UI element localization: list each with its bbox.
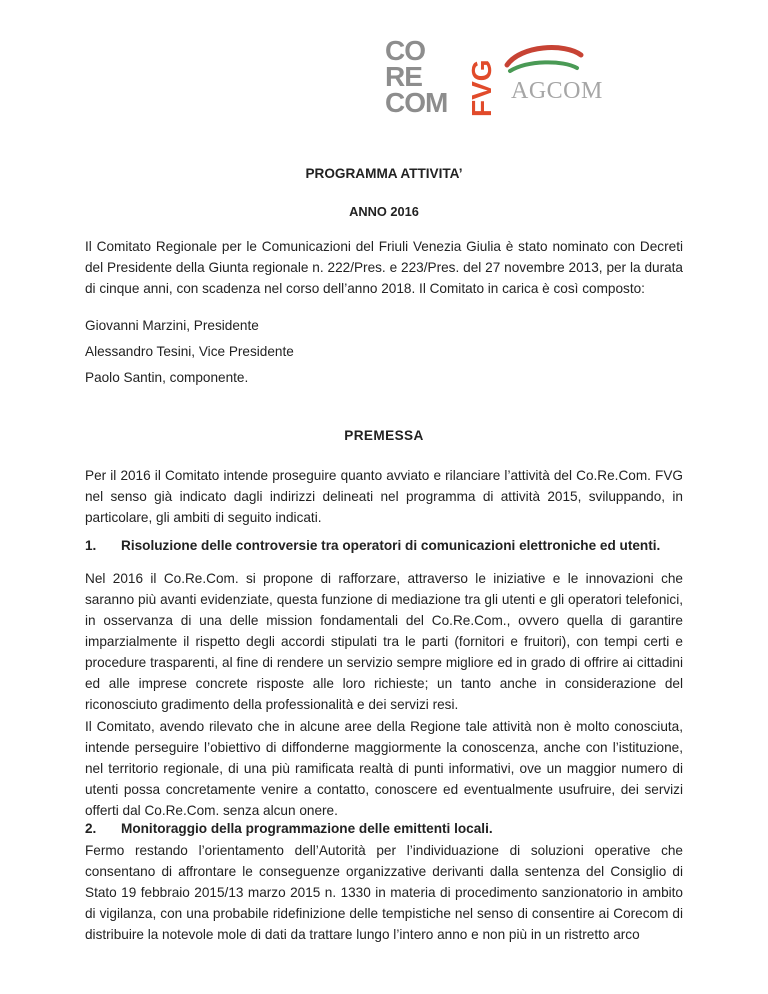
corecom-logo-line: CO bbox=[385, 35, 425, 66]
section-title: Monitoraggio della programmazione delle emittenti locali. bbox=[121, 821, 493, 836]
header-logos bbox=[385, 35, 603, 120]
corecom-logo bbox=[385, 35, 475, 118]
document-subtitle: ANNO 2016 bbox=[349, 204, 419, 219]
premessa-paragraph: Per il 2016 il Comitato intende proseguire quanto avviato e rilanciare l’attività del Co.Re.Com. FVG nel senso già indicato dagli indirizzi delineati nel programma di attività 2015, sviluppando, in particolare, gli ambiti di seguito indicati. bbox=[85, 468, 683, 525]
corecom-logo-line: RE bbox=[385, 61, 422, 92]
member-item: Paolo Santin, componente. bbox=[85, 370, 249, 385]
section-1-paragraph-2: Il Comitato, avendo rilevato che in alcune aree della Regione tale attività non è molto conosciuta, intende perseguire l’obiettivo di diffonderne maggiormente la conoscenza, anche con l’istituzione, nel territorio regionale, di una più ramificata realtà di punti informativi, ove un maggior numero di utenti possa concretamente venire a contatto, conoscere ed eventualmente usufruire, dei servizi offerti dal Co.Re.Com. senza alcun onere. bbox=[85, 719, 683, 818]
section-title: Risoluzione delle controversie tra operatori di comunicazioni elettroniche ed utenti. bbox=[121, 538, 661, 553]
section-number: 2. bbox=[85, 821, 97, 836]
svg-text:FVG: FVG bbox=[466, 59, 497, 117]
member-item: Giovanni Marzini, Presidente bbox=[85, 318, 259, 333]
intro-paragraph: Il Comitato Regionale per le Comunicazioni del Friuli Venezia Giulia è stato nominato con Decreti del Presidente della Giunta regionale n. 222/Pres. e 223/Pres. del 27 novembre 2013, per la durata di cinque anni, con scadenza nel corso dell’anno 2018. Il Comitato in carica è così composto: bbox=[85, 239, 683, 296]
premessa-heading: PREMESSA bbox=[344, 428, 424, 443]
section-2-paragraph-1: Fermo restando l’orientamento dell’Autorità per l’individuazione di soluzioni operative che consentano di affrontare le conseguenze organizzative derivanti dalla sentenza del Consiglio di Stato 19 febbraio 2015/13 marzo 2015 n. 1330 in materia di procedimento sanzionatorio in ambito di vigilanza, con una probabile ridefinizione delle tempistiche nel senso di consentire ai Corecom di distribuire la notevole mole di dati da trattare lungo l’intero anno e non più in un ristretto arco bbox=[85, 843, 683, 942]
member-item: Alessandro Tesini, Vice Presidente bbox=[85, 344, 294, 359]
corecom-logo-line: COM bbox=[385, 87, 448, 118]
agcom-swoosh-icon bbox=[503, 40, 585, 80]
fvg-logo-mark bbox=[466, 38, 499, 118]
document-title: PROGRAMMA ATTIVITA’ bbox=[305, 166, 463, 181]
section-1-paragraph-1: Nel 2016 il Co.Re.Com. si propone di rafforzare, attraverso le iniziative e le innovazioni che saranno più avanti evidenziate, questa funzione di mediazione tra gli utenti e gli operatori telefonici, in osservanza di una delle mission fondamentali del Co.Re.Com., ovvero quella di garantire imparzialmente il rispetto degli accordi stipulati tra le parti (fornitori e fruitori), con tempi certi e procedure trasparenti, al fine di rendere un servizio sempre migliore ed in grado di offrire ai cittadini ed alle imprese concrete risposte alle loro richieste; un tanto anche in considerazione del riconosciuto gradimento della professionalità e dei servizi resi. bbox=[85, 571, 683, 712]
agcom-logo-text: AGCOM bbox=[511, 78, 603, 104]
section-number: 1. bbox=[85, 538, 97, 553]
